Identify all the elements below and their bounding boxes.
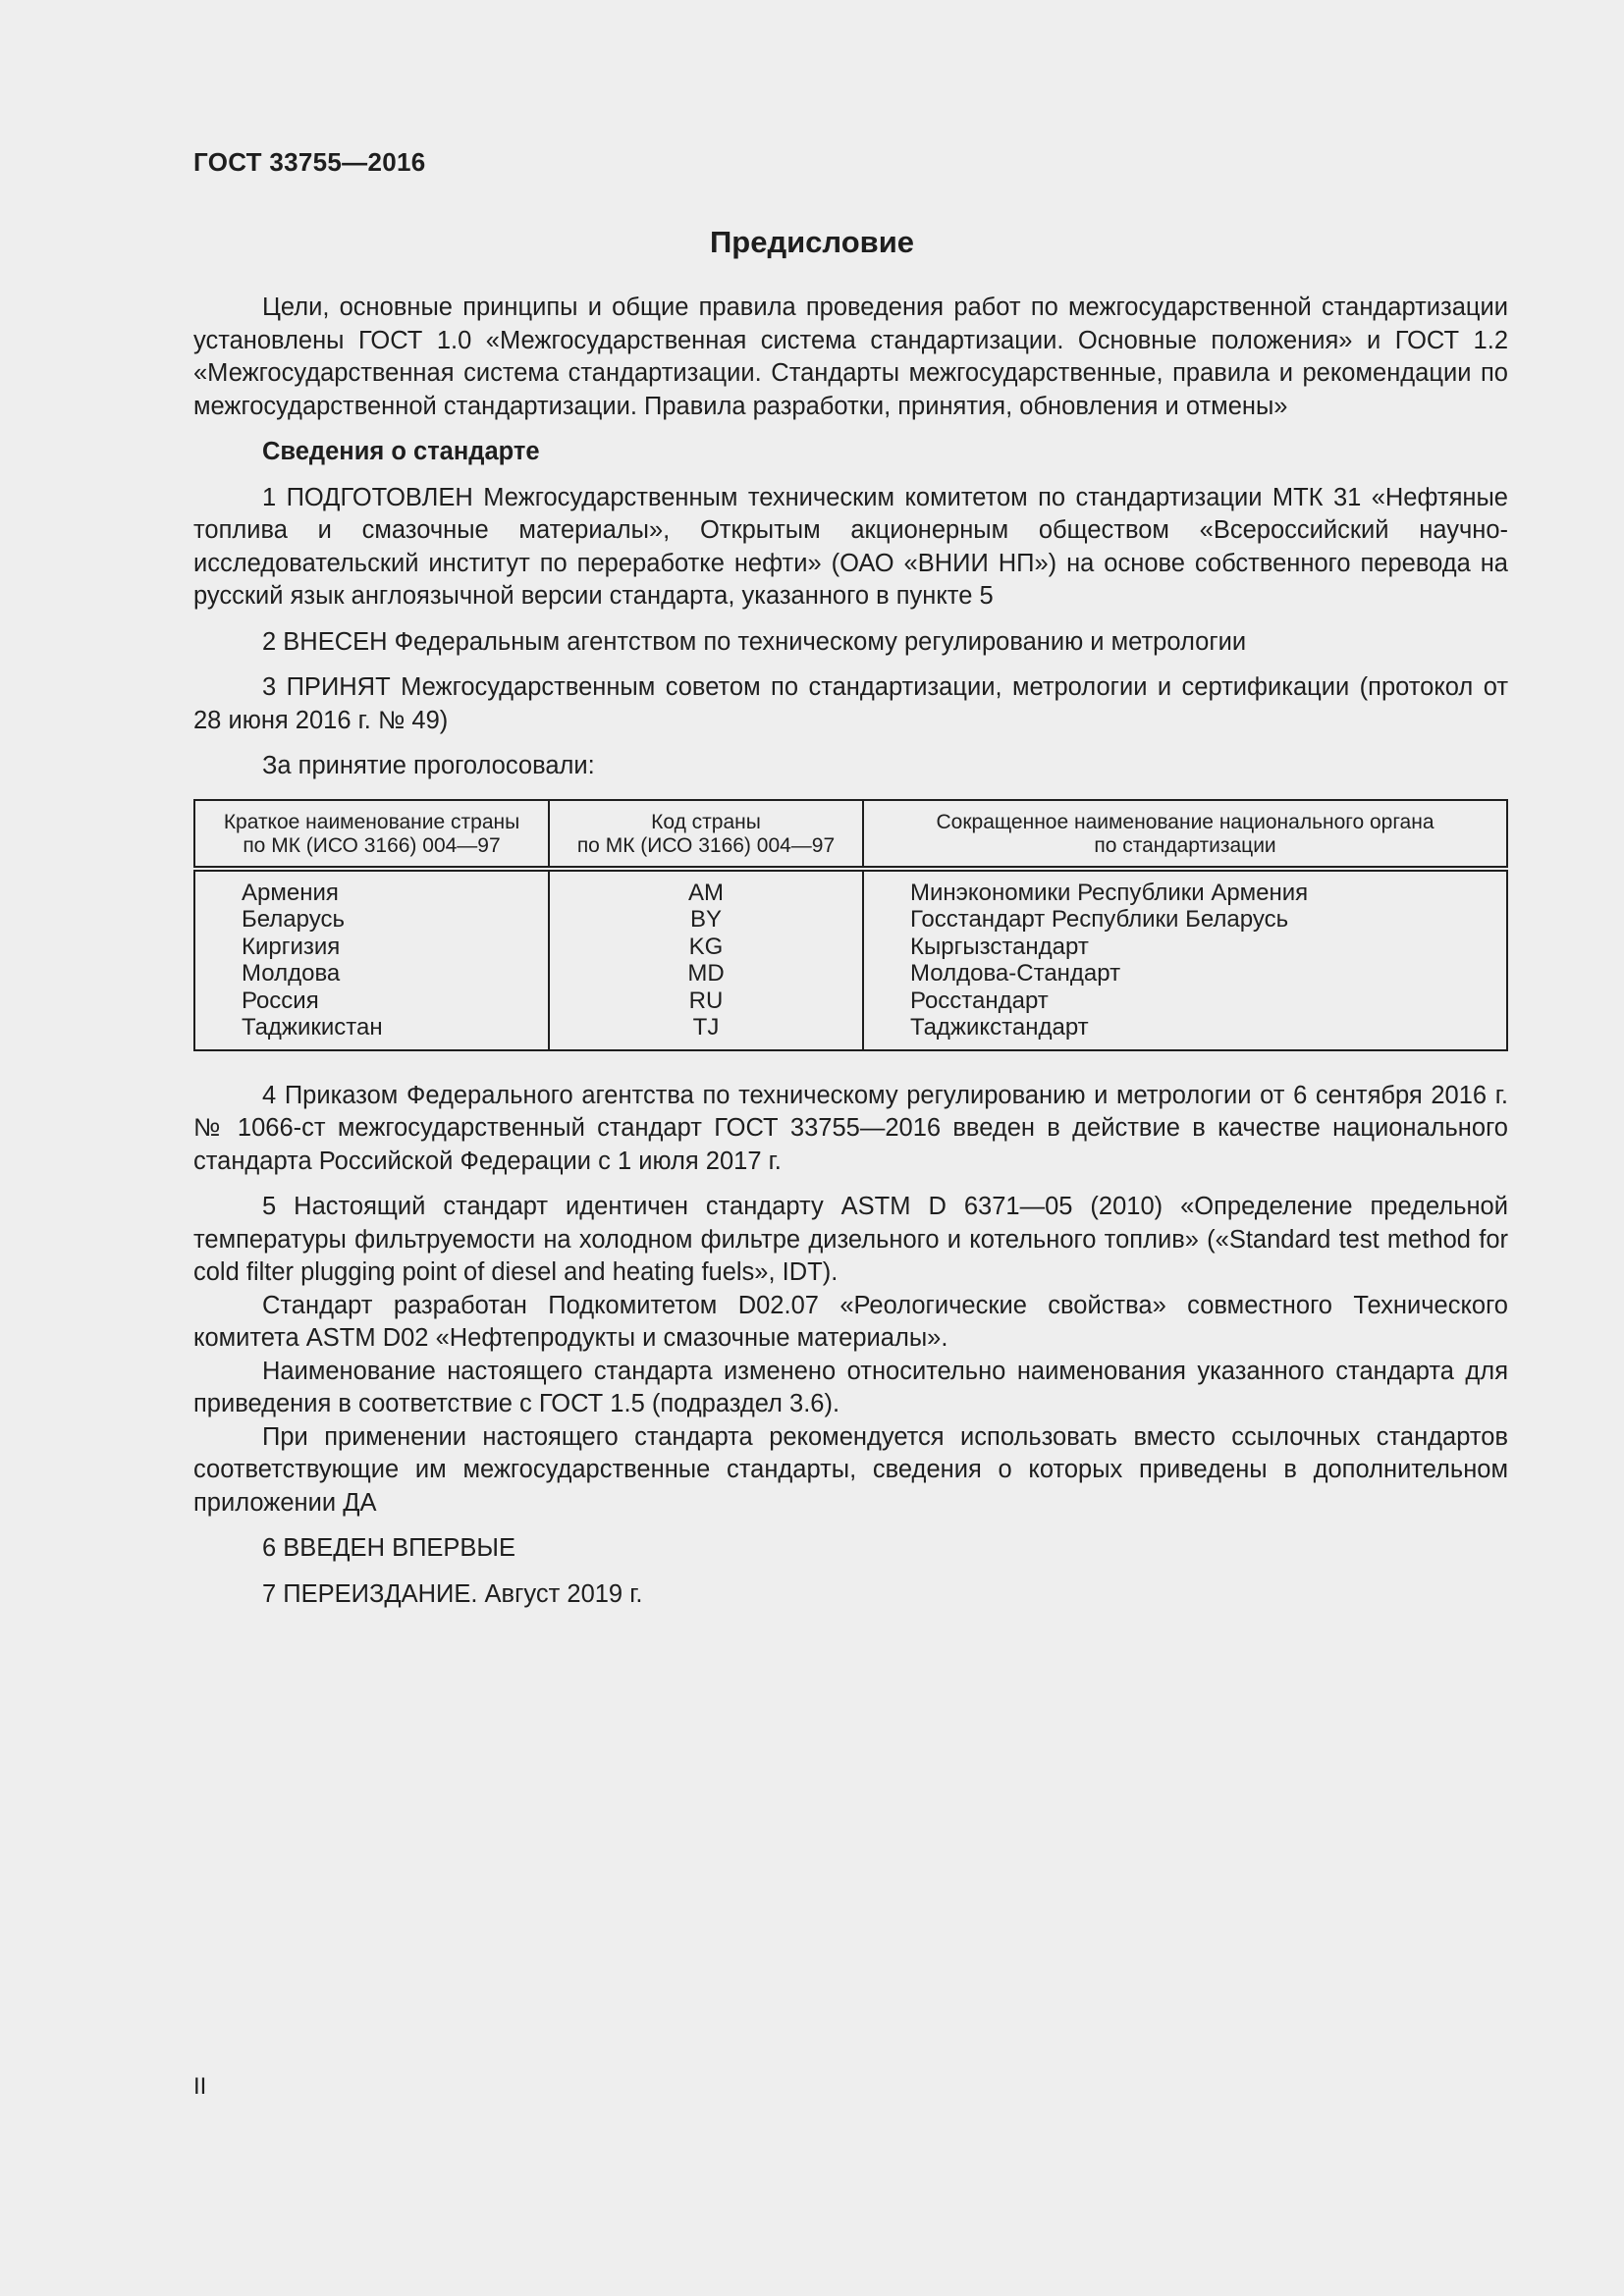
- item-4-paragraph: 4 Приказом Федерального агентства по техническому регулированию и метрологии от 6 сентября 2016 г. № 1066-ст межгосударственный стандарт ГОСТ 33755—2016 введен в действие в качестве национального стандарта Российской Федерации с 1 июля 2017 г.: [193, 1081, 1508, 1175]
- table-cell: Молдова-Стандарт: [910, 960, 1121, 987]
- intro-paragraph: Цели, основные принципы и общие правила проведения работ по межгосударственной стандартизации установлены ГОСТ 1.0 «Межгосударственная система стандартизации. Основные положения» и ГОСТ 1.2 «Межгосударственная система стандартизации. Стандарты межгосударственные, правила и рекомендации по межгосударственной стандартизации. Правила разработки, принятия, обновления и отмены»: [193, 294, 1508, 420]
- table-cell: Госстандарт Республики Беларусь: [910, 906, 1289, 933]
- table-cell: Минэкономики Республики Армения: [910, 879, 1309, 906]
- table-cell: RU: [688, 987, 724, 1014]
- item-1-paragraph: 1 ПОДГОТОВЛЕН Межгосударственным техническим комитетом по стандартизации МТК 31 «Нефтяные топлива и смазочные материалы», Открытым акционерным обществом «Всероссийский научно-исследовательский институт по переработке нефти» (ОАО «ВНИИ НП») на основе собственного перевода на русский язык англоязычной версии стандарта, указанного в пункте 5: [193, 483, 1508, 610]
- page-title: Предисловие: [709, 225, 914, 259]
- document-code: ГОСТ 33755—2016: [193, 147, 426, 177]
- item-2-paragraph: 2 ВНЕСЕН Федеральным агентством по техническому регулированию и метрологии: [262, 627, 1247, 656]
- table-cell: Таджикстандарт: [910, 1014, 1089, 1041]
- item-5a-paragraph: Стандарт разработан Подкомитетом D02.07 «Реологические свойства» совместного Технического комитета ASTM D02 «Нефтепродукты и смазочные материалы».: [193, 1291, 1508, 1352]
- country-name-column: [194, 869, 549, 1050]
- table-cell: AM: [688, 879, 724, 906]
- item-5-paragraph: 5 Настоящий стандарт идентичен стандарту ASTM D 6371—05 (2010) «Определение предельной температуры фильтруемости на холодном фильтре дизельного и котельного топлив» («Standard test method for cold filter plugging point of diesel and heating fuels», IDT).: [193, 1193, 1508, 1286]
- item-6-paragraph: 6 ВВЕДЕН ВПЕРВЫЕ: [262, 1534, 516, 1562]
- table-cell: MD: [687, 960, 725, 987]
- table-row: [194, 869, 1507, 1050]
- voted-label: За принятие проголосовали:: [262, 752, 595, 779]
- document-body: [193, 292, 1508, 1611]
- table-cell: Россия: [242, 987, 319, 1014]
- national-body-column: [863, 869, 1507, 1050]
- table-cell: Таджикистан: [242, 1014, 383, 1041]
- table-cell: Росстандарт: [910, 987, 1049, 1014]
- section-subheading: Сведения о стандарте: [262, 438, 540, 465]
- column-header-code: Код страны по МК (ИСО 3166) 004—97: [549, 800, 863, 869]
- table-header-row: [194, 800, 1507, 869]
- table-cell: Беларусь: [242, 906, 345, 933]
- item-5c-paragraph: При применении настоящего стандарта рекомендуется использовать вместо ссылочных стандартов соответствующие им межгосударственные стандарты, сведения о которых приведены в дополнительном приложении ДА: [193, 1422, 1508, 1517]
- item-3-paragraph: 3 ПРИНЯТ Межгосударственным советом по стандартизации, метрологии и сертификации (протокол от 28 июня 2016 г. № 49): [193, 673, 1508, 734]
- table-cell: Кыргызстандарт: [910, 933, 1089, 960]
- item-7-paragraph: 7 ПЕРЕИЗДАНИЕ. Август 2019 г.: [262, 1579, 643, 1608]
- table-cell: BY: [689, 906, 722, 933]
- table-cell: KG: [688, 933, 724, 960]
- column-header-body: Сокращенное наименование национального органа по стандартизации: [863, 800, 1507, 869]
- voting-countries-table: [193, 799, 1508, 1051]
- country-code-column: [549, 869, 863, 1050]
- page-number: II: [193, 2073, 207, 2100]
- item-5b-paragraph: Наименование настоящего стандарта изменено относительно наименования указанного стандарта для приведения в соответствие с ГОСТ 1.5 (подраздел 3.6).: [193, 1357, 1508, 1417]
- table-cell: Армения: [242, 879, 339, 906]
- table-cell: TJ: [692, 1014, 720, 1041]
- table-cell: Молдова: [242, 960, 341, 987]
- table-cell: Киргизия: [242, 933, 341, 960]
- column-header-country: Краткое наименование страны по МК (ИСО 3166) 004—97: [194, 800, 549, 869]
